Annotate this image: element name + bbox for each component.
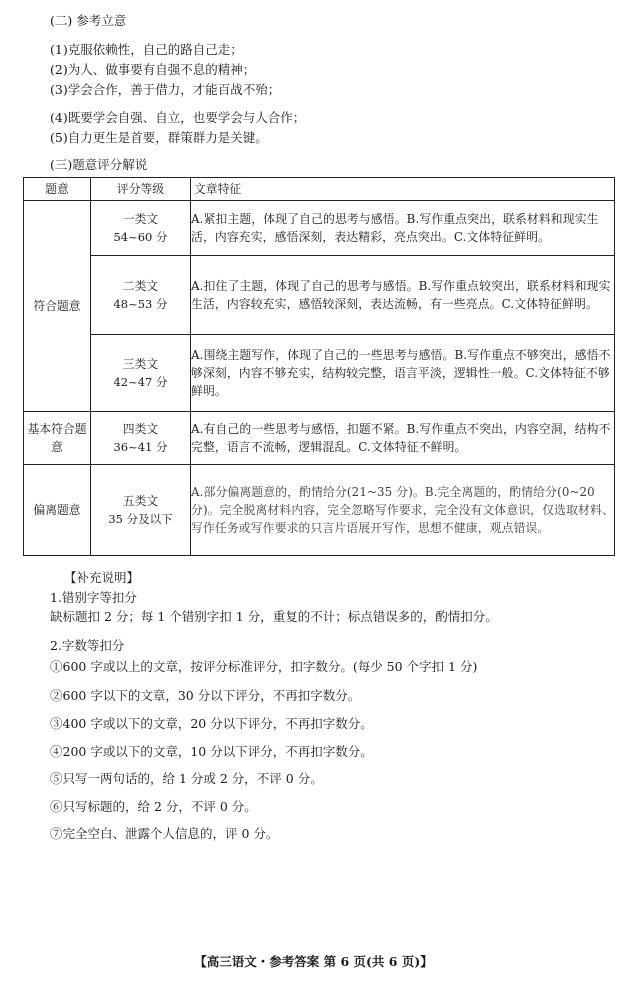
section3-title: (三)题意评分解说: [50, 157, 148, 172]
header-topic: 题意: [24, 178, 91, 201]
features-cell: A.扣住了主题，体现了自己的思考与感悟。B.写作重点较突出，联系材料和现实生活，内容较充实，感悟较深刻，表达流畅，有一些亮点。C.文体特征鲜明。: [191, 256, 615, 335]
deduction-rule: ⑥只写标题的，给 2 分，不评 0 分。: [50, 799, 257, 814]
deduction-rule: ②600 字以下的文章，30 分以下评分，不再扣字数分。: [50, 688, 361, 703]
level-name: 三类文: [122, 357, 159, 371]
level-score: 36~41 分: [113, 440, 168, 454]
features-cell: A.有自己的一些思考与感悟，扣题不紧。B.写作重点不突出，内容空洞，结构不完整，语言不流畅，逻辑混乱。C.文体特征不鲜明。: [191, 412, 615, 465]
deduction-rule: ①600 字或以上的文章，按评分标准评分，扣字数分。(每少 50 个字扣 1 分): [50, 659, 478, 674]
supplement-sub1-title: 1.错别字等扣分: [50, 590, 137, 605]
level-cell: [91, 412, 191, 465]
level-name: 四类文: [122, 422, 159, 436]
table-header-row: [24, 178, 615, 201]
features-cell: A.紧扣主题，体现了自己的思考与感悟。B.写作重点突出，联系材料和现实生活，内容充实，感悟深刻，表达精彩，亮点突出。C.文体特征鲜明。: [191, 201, 615, 256]
level-name: 二类文: [122, 279, 159, 293]
section2-title: (二) 参考立意: [50, 13, 127, 28]
supplement-sub2-title: 2.字数等扣分: [50, 638, 125, 653]
deduction-rule: ⑤只写一两句话的，给 1 分或 2 分，不评 0 分。: [50, 771, 323, 786]
supplement-sub1-text: 缺标题扣 2 分；每 1 个错别字扣 1 分，重复的不计；标点错误多的，酌情扣分。: [50, 609, 498, 624]
header-grade: 评分等级: [91, 178, 191, 201]
table-row: [24, 335, 615, 412]
category-cell: 偏离题意: [24, 465, 91, 556]
deduction-rule: ④200 字或以下的文章，10 分以下评分，不再扣字数分。: [50, 744, 373, 759]
supplement-title: 【补充说明】: [64, 570, 140, 585]
features-cell: A.部分偏离题意的，酌情给分(21~35 分)。B.完全离题的，酌情给分(0~20 分)。完全脱离材料内容，完全忽略写作要求，完全没有文体意识，仅选取材料、写作任务或写作要求的只言片语展开写作，思想不健康，观点错误。: [191, 465, 615, 556]
level-score: 54~60 分: [113, 230, 168, 244]
page-footer: 【高三语文・参考答案 第 6 页(共 6 页)】: [194, 954, 433, 969]
viewpoint-item: (3)学会合作，善于借力，才能百战不殆；: [50, 82, 281, 97]
scoring-table: [23, 177, 615, 556]
level-cell: [91, 201, 191, 256]
viewpoint-item: (4)既要学会自强、自立，也要学会与人合作；: [50, 110, 306, 125]
level-score: 48~53 分: [113, 297, 168, 311]
level-cell: [91, 465, 191, 556]
viewpoint-item: (1)克服依赖性，自己的路自己走；: [50, 42, 243, 57]
deduction-rule: ③400 字或以下的文章，20 分以下评分，不再扣字数分。: [50, 716, 373, 731]
header-features: 文章特征: [191, 178, 615, 201]
level-cell: [91, 256, 191, 335]
viewpoint-item: (5)自力更生是首要，群策群力是关键。: [50, 130, 268, 145]
viewpoint-item: (2)为人、做事要有自强不息的精神；: [50, 62, 256, 77]
features-cell: A.围绕主题写作，体现了自己的一些思考与感悟。B.写作重点不够突出，感悟不够深刻，内容不够充实，结构较完整，语言平淡，逻辑性一般。C.文体特征不够鲜明。: [191, 335, 615, 412]
level-name: 五类文: [122, 494, 159, 508]
table-row: [24, 412, 615, 465]
level-cell: [91, 335, 191, 412]
level-score: 35 分及以下: [108, 512, 173, 526]
category-cell: 符合题意: [24, 201, 91, 412]
table-row: [24, 201, 615, 256]
table-row: [24, 465, 615, 556]
category-cell: 基本符合题意: [24, 412, 91, 465]
table-row: [24, 256, 615, 335]
deduction-rule: ⑦完全空白、泄露个人信息的，评 0 分。: [50, 826, 279, 841]
level-name: 一类文: [122, 212, 159, 226]
level-score: 42~47 分: [113, 375, 168, 389]
